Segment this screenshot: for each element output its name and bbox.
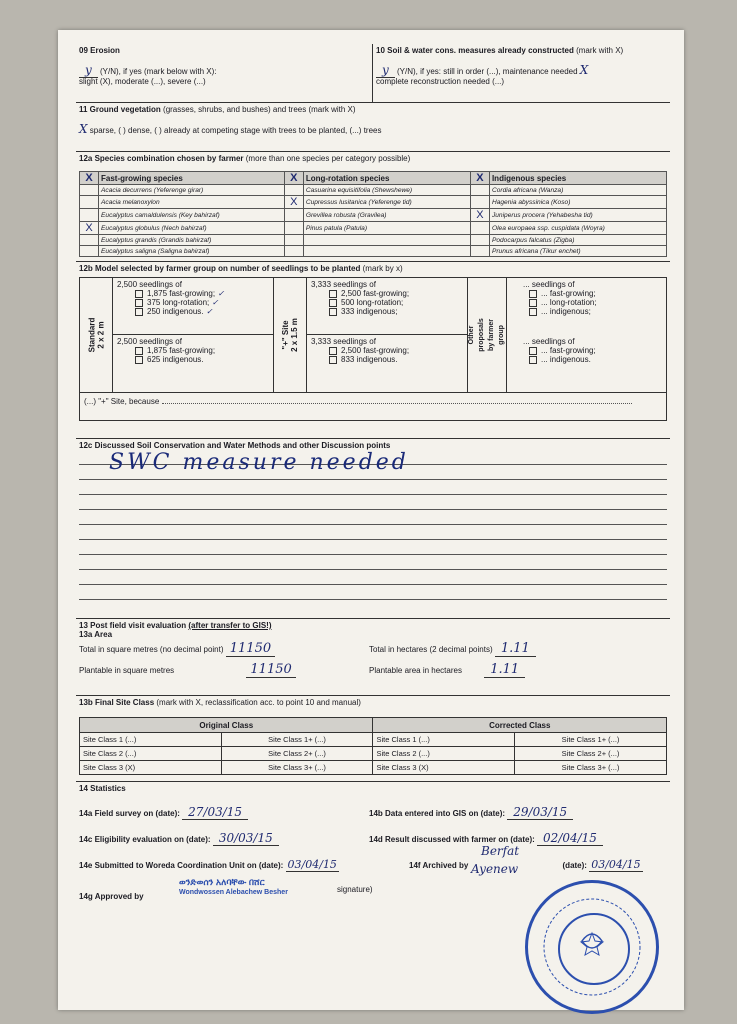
approver-name: Wondwossen Alebachew Besher <box>179 889 288 896</box>
species-x2-mark[interactable] <box>284 235 303 246</box>
species-rows <box>80 185 667 257</box>
fast-growing-species: Eucalyptus camaldulensis (Key bahirzaf) <box>99 209 285 222</box>
standard-size: 2 x 2 m <box>96 321 106 349</box>
fast-growing-species: Eucalyptus globulus (Nech bahirzaf) <box>99 222 285 235</box>
checkbox[interactable] <box>329 347 337 355</box>
section-13 <box>76 619 670 696</box>
indigenous-species: Hagenia abyssinica (Koso) <box>489 196 666 209</box>
area-title: 13a Area <box>79 630 113 639</box>
species-x3-mark[interactable] <box>470 235 489 246</box>
original-site-class-option[interactable]: Site Class 1 (...) <box>80 733 222 747</box>
species-x3-mark[interactable] <box>470 185 489 196</box>
swc-answer[interactable]: y <box>376 63 395 78</box>
oth-b-1: ... fast-growing; <box>541 346 596 355</box>
species-x2-mark[interactable] <box>284 209 303 222</box>
std-b-head: 2,500 seedlings of <box>117 337 182 346</box>
plus-site-label: "+" Site <box>281 320 290 350</box>
plus-a-2: 500 long-rotation; <box>341 298 404 307</box>
std-a-2: 375 long-rotation; <box>147 298 210 307</box>
checkbox[interactable] <box>329 308 337 316</box>
species-x2-mark[interactable]: X <box>284 196 303 209</box>
eligibility-label: 14c Eligibility evaluation on (date): <box>79 835 211 844</box>
sqm-value[interactable]: 11150 <box>226 641 275 657</box>
section-10 <box>373 44 670 102</box>
fast-growing-header: Fast-growing species <box>99 172 285 185</box>
archived-label: 14f Archived by <box>409 861 469 870</box>
indigenous-species: Juniperus procera (Yehabesha tid) <box>489 209 666 222</box>
checkbox[interactable] <box>529 356 537 364</box>
indigenous-species: Prunus africana (Tikur enchet) <box>489 246 666 257</box>
plus-site-size: 2 x 1.5 m <box>290 318 299 352</box>
std-a-3: 250 indigenous. <box>147 307 204 316</box>
species-x1-mark[interactable] <box>80 235 99 246</box>
checkbox[interactable] <box>329 290 337 298</box>
submitted-label: 14e Submitted to Woreda Coordination Unit on (date): <box>79 861 284 870</box>
original-class-header: Original Class <box>80 718 373 733</box>
approved-label: 14g Approved by <box>79 892 144 901</box>
indigenous-header: Indigenous species <box>489 172 666 185</box>
std-a-head: 2,500 seedlings of <box>117 280 182 289</box>
form-body <box>76 44 670 904</box>
species-x3-mark[interactable] <box>470 196 489 209</box>
checkbox[interactable] <box>529 308 537 316</box>
oth-a-3: ... indigenous; <box>541 307 591 316</box>
species-row <box>80 185 667 196</box>
checkbox[interactable] <box>529 347 537 355</box>
other-option-b[interactable] <box>507 335 666 366</box>
section-12c <box>76 439 670 619</box>
gis-entry-date[interactable]: 29/03/15 <box>507 805 573 820</box>
plantable-sqm-label: Plantable in square metres <box>79 666 175 675</box>
long-rotation-header: Long-rotation species <box>303 172 470 185</box>
checkmark-icon: ✓ <box>209 298 219 307</box>
discussion-title: 12c Discussed Soil Conservation and Water Methods and other Discussion points <box>79 441 391 450</box>
official-stamp <box>525 880 659 1014</box>
checkbox[interactable] <box>135 347 143 355</box>
species-x3-mark[interactable] <box>470 246 489 257</box>
original-site-class-option[interactable]: Site Class 2+ (...) <box>221 747 373 761</box>
model-title: 12b Model selected by farmer group on number of seedlings to be planted <box>79 264 361 273</box>
plus-option-b[interactable] <box>307 335 467 366</box>
vegetation-mark[interactable]: X <box>79 122 88 136</box>
vegetation-title-rest: (grasses, shrubs, and bushes) and trees (mark with X) <box>163 105 356 114</box>
corrected-site-class-option[interactable]: Site Class 2 (...) <box>373 747 515 761</box>
ha-label: Total in hectares (2 decimal points) <box>369 645 493 654</box>
checkmark-icon: ✓ <box>215 289 225 298</box>
plus-a-1: 2,500 fast-growing; <box>341 289 410 298</box>
standard-options <box>113 278 274 392</box>
corrected-site-class-option[interactable]: Site Class 1+ (...) <box>515 733 667 747</box>
swc-title: 10 Soil & water cons. measures already constructed <box>376 46 574 55</box>
species-row <box>80 222 667 235</box>
site-class-row <box>80 747 667 761</box>
plus-b-head: 3,333 seedlings of <box>311 337 376 346</box>
vegetation-title: 11 Ground vegetation <box>79 105 161 114</box>
species-x-head-3: X <box>470 172 489 185</box>
plus-site-reason-label: (...) "+" Site, because <box>84 397 160 406</box>
field-survey-label: 14a Field survey on (date): <box>79 809 180 818</box>
species-x-head-1: X <box>80 172 99 185</box>
submitted-date[interactable]: 03/04/15 <box>287 858 337 871</box>
vegetation-options: sparse, ( ) dense, ( ) already at competing stage with trees to be planted, (...) trees <box>89 126 382 135</box>
standard-label-cell <box>80 278 113 392</box>
corrected-class-header: Corrected Class <box>373 718 667 733</box>
section-11 <box>76 103 670 152</box>
swc-title-note: (mark with X) <box>576 46 624 55</box>
other-label-cell <box>468 278 507 392</box>
oth-a-1: ... fast-growing; <box>541 289 596 298</box>
other-proposals-label: Other proposals by farmer group <box>468 318 505 352</box>
original-site-class-option[interactable]: Site Class 3+ (...) <box>221 761 373 775</box>
long-rotation-species: Casuarina equisitifolia (Shewshewe) <box>303 185 470 196</box>
fast-growing-species: Acacia decurrens (Yeferenge girar) <box>99 185 285 196</box>
species-x1-mark[interactable] <box>80 185 99 196</box>
species-row <box>80 209 667 222</box>
site-class-title: 13b Final Site Class <box>79 698 155 707</box>
archived-date[interactable]: 03/04/15 <box>591 858 641 871</box>
species-x1-mark[interactable] <box>80 196 99 209</box>
signature-label: signature) <box>337 885 373 894</box>
section-09 <box>76 44 373 102</box>
ha-value[interactable]: 1.11 <box>495 641 536 657</box>
swc-question: (Y/N), if yes: still in order (...), maintenance needed <box>397 67 578 76</box>
erosion-answer-row <box>79 63 369 77</box>
model-title-rest: (mark by x) <box>362 264 403 273</box>
standard-label: Standard <box>87 317 97 353</box>
erosion-question: (Y/N), if yes (mark below with X): <box>100 67 217 76</box>
species-x1-mark[interactable]: X <box>80 222 99 235</box>
checkbox[interactable] <box>135 290 143 298</box>
discussion-lines[interactable] <box>79 450 667 610</box>
discussed-date[interactable]: 02/04/15 <box>537 831 603 846</box>
plus-site-reason[interactable] <box>79 393 667 421</box>
checkbox[interactable] <box>135 308 143 316</box>
fast-growing-species: Acacia melanoxylon <box>99 196 285 209</box>
indigenous-species: Olea europaea ssp. cuspidata (Woyra) <box>489 222 666 235</box>
eligibility-date[interactable]: 30/03/15 <box>213 831 279 846</box>
species-x1-mark[interactable] <box>80 209 99 222</box>
form-page <box>58 30 684 1010</box>
standard-option-a[interactable] <box>113 278 273 335</box>
checkbox[interactable] <box>135 299 143 307</box>
species-x2-mark[interactable] <box>284 246 303 257</box>
post-visit-note: (after transfer to GIS!) <box>188 621 272 630</box>
corrected-site-class-option[interactable]: Site Class 3 (X) <box>373 761 515 775</box>
site-class-table <box>79 717 667 775</box>
statistics-title: 14 Statistics <box>79 784 126 793</box>
std-b-2: 625 indigenous. <box>147 355 204 364</box>
standard-option-b[interactable] <box>113 335 273 366</box>
indigenous-species: Podocarpus falcatus (Zigba) <box>489 235 666 246</box>
fast-growing-species: Eucalyptus saligna (Saligna bahirzaf) <box>99 246 285 257</box>
archived-by-name2[interactable]: Ayenew <box>471 862 519 876</box>
plus-a-head: 3,333 seedlings of <box>311 280 376 289</box>
corrected-site-class-option[interactable]: Site Class 1 (...) <box>373 733 515 747</box>
archived-date-label: (date): <box>562 861 587 870</box>
long-rotation-species: Cupressus lusitanica (Yeferenge tid) <box>303 196 470 209</box>
site-class-row <box>80 761 667 775</box>
site-class-rows <box>80 733 667 775</box>
stamp-inner-ring <box>558 913 630 985</box>
approver-name-amharic: ወንድወሰን አለባቸው በሸር <box>179 877 265 887</box>
species-row <box>80 196 667 209</box>
species-x1-mark[interactable] <box>80 246 99 257</box>
species-row <box>80 246 667 257</box>
plantable-sqm-value[interactable]: 11150 <box>246 662 295 678</box>
long-rotation-species: Grevillea robusta (Gravilea) <box>303 209 470 222</box>
species-x3-mark[interactable]: X <box>470 209 489 222</box>
original-site-class-option[interactable]: Site Class 2 (...) <box>80 747 222 761</box>
species-title-rest: (more than one species per category possible) <box>245 154 411 163</box>
checkbox[interactable] <box>529 299 537 307</box>
species-x3-mark[interactable] <box>470 222 489 235</box>
oth-b-2: ... indigenous. <box>541 355 591 364</box>
corrected-site-class-option[interactable]: Site Class 3+ (...) <box>515 761 667 775</box>
species-x2-mark[interactable] <box>284 185 303 196</box>
other-options <box>507 278 666 392</box>
plus-site-label-cell <box>274 278 307 392</box>
fast-growing-species: Eucalyptus grandis (Grandis bahirzaf) <box>99 235 285 246</box>
original-site-class-option[interactable]: Site Class 3 (X) <box>80 761 222 775</box>
section-09-10 <box>76 44 670 103</box>
other-option-a[interactable] <box>507 278 666 335</box>
corrected-site-class-option[interactable]: Site Class 2+ (...) <box>515 747 667 761</box>
erosion-answer[interactable]: y <box>79 63 98 78</box>
indigenous-species: Cordia africana (Wanza) <box>489 185 666 196</box>
plus-b-2: 833 indigenous. <box>341 355 398 364</box>
species-title: 12a Species combination chosen by farmer <box>79 154 244 163</box>
species-x-head-2: X <box>284 172 303 185</box>
sqm-label: Total in square metres (no decimal point) <box>79 645 224 654</box>
checkmark-icon: ✓ <box>203 307 213 316</box>
plus-a-3: 333 indigenous; <box>341 307 398 316</box>
std-b-1: 1,875 fast-growing; <box>147 346 216 355</box>
section-12a <box>76 152 670 262</box>
plus-site-options <box>307 278 468 392</box>
erosion-options: slight (X), moderate (...), severe (...) <box>79 77 206 86</box>
discussed-label: 14d Result discussed with farmer on (date): <box>369 835 535 844</box>
section-12b <box>76 262 670 439</box>
long-rotation-species <box>303 246 470 257</box>
archived-by-name1[interactable]: Berfat <box>481 844 520 858</box>
section-13b <box>76 696 670 782</box>
species-row <box>80 235 667 246</box>
site-class-title-rest: (mark with X, reclassification acc. to point 10 and manual) <box>156 698 361 707</box>
checkbox[interactable] <box>135 356 143 364</box>
long-rotation-species: Pinus patula (Patula) <box>303 222 470 235</box>
checkbox[interactable] <box>329 356 337 364</box>
post-visit-title: 13 Post field visit evaluation <box>79 621 187 630</box>
site-class-row <box>80 733 667 747</box>
checkbox[interactable] <box>329 299 337 307</box>
erosion-title: 09 Erosion <box>79 46 120 55</box>
long-rotation-species <box>303 235 470 246</box>
plus-site-reason-line <box>162 403 632 404</box>
oth-b-head: ... seedlings of <box>523 337 575 346</box>
plus-option-a[interactable] <box>307 278 467 335</box>
swc-maintenance-mark[interactable]: X <box>579 63 589 77</box>
plantable-ha-label: Plantable area in hectares <box>369 666 462 675</box>
std-a-1: 1,875 fast-growing; <box>147 289 216 298</box>
plantable-ha-value[interactable]: 1.11 <box>484 662 525 678</box>
checkbox[interactable] <box>529 290 537 298</box>
discussion-handwriting: SWC measure needed <box>109 450 409 475</box>
swc-reconstruction: complete reconstruction needed (...) <box>376 77 505 86</box>
plus-b-1: 2,500 fast-growing; <box>341 346 410 355</box>
species-x2-mark[interactable] <box>284 222 303 235</box>
oth-a-2: ... long-rotation; <box>541 298 597 307</box>
model-grid <box>79 277 667 393</box>
original-site-class-option[interactable]: Site Class 1+ (...) <box>221 733 373 747</box>
oth-a-head: ... seedlings of <box>523 280 575 289</box>
field-survey-date[interactable]: 27/03/15 <box>182 805 248 820</box>
species-table <box>79 171 667 257</box>
gis-entry-label: 14b Data entered into GIS on (date): <box>369 809 506 818</box>
